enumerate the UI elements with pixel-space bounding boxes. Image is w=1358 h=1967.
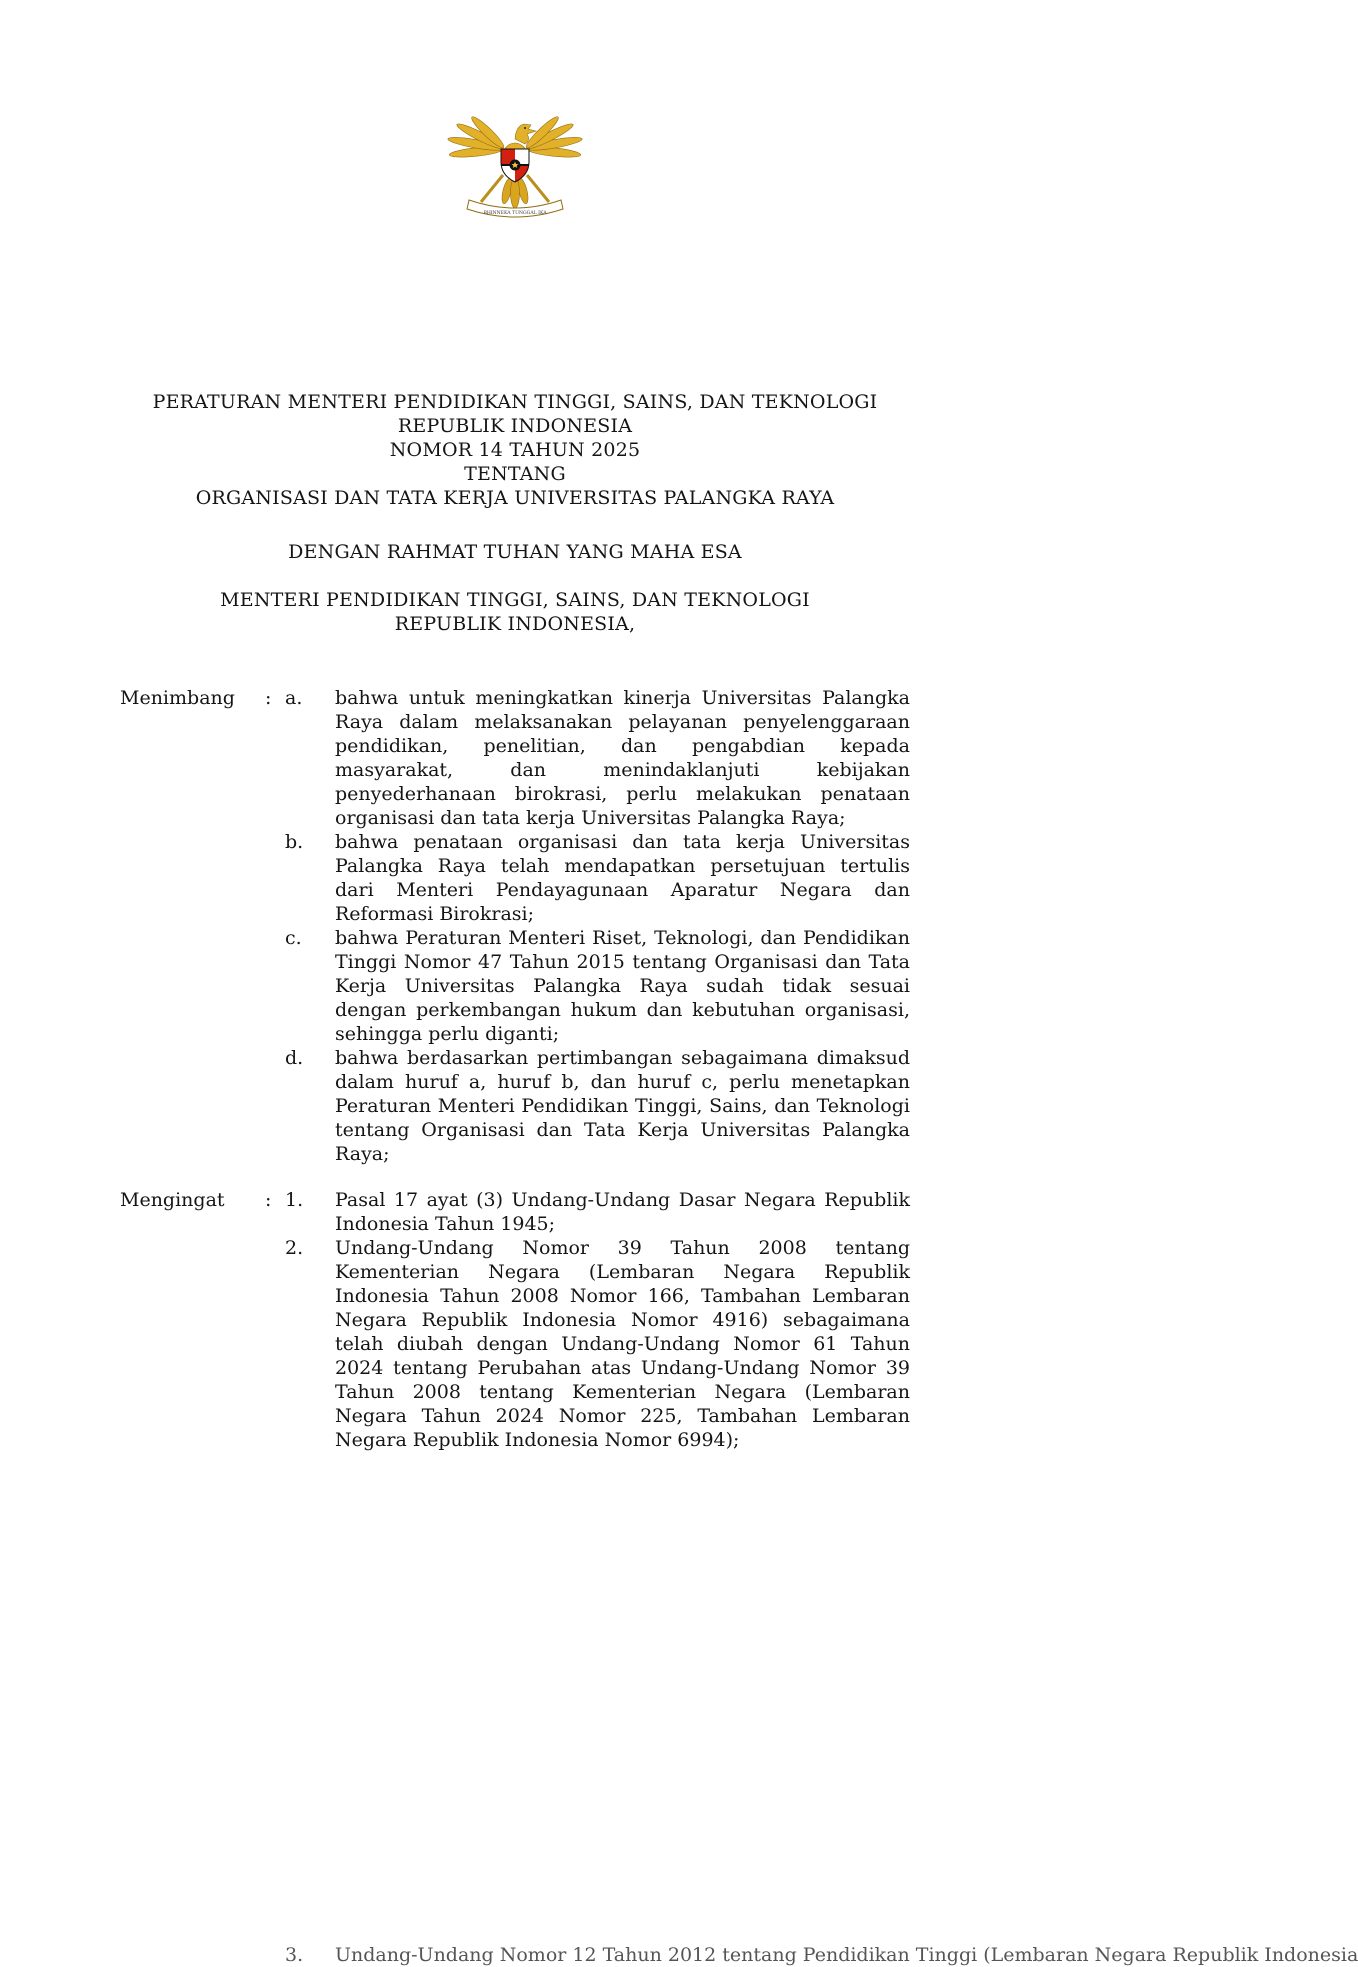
pancasila-shield <box>501 149 529 183</box>
item-marker: 1. <box>285 1189 304 1211</box>
considering-item-d <box>285 1046 910 1166</box>
clipped-line-marker: 3. <box>285 1944 304 1966</box>
considering-items <box>285 686 910 1166</box>
recalling-item-1 <box>285 1188 910 1236</box>
title-line-1: PERATURAN MENTERI PENDIDIKAN TINGGI, SAINS, DAN TEKNOLOGI <box>152 391 878 413</box>
item-marker: 2. <box>285 1237 304 1259</box>
item-marker: d. <box>285 1047 304 1069</box>
considering-item-b <box>285 830 910 926</box>
considering-label: Menimbang <box>120 687 235 709</box>
recalling-label: Mengingat <box>120 1189 225 1211</box>
title-line-2: REPUBLIK INDONESIA <box>397 415 633 437</box>
title-block <box>120 390 910 510</box>
clipped-bottom-line <box>285 1943 1358 1966</box>
item-text: Undang-Undang Nomor 39 Tahun 2008 tentang Kementerian Negara (Lembaran Negara Republik Indonesia Tahun 2008 Nomor 166, Tambahan Lembaran Negara Republik Indonesia Nomor 4916) sebagaimana telah diubah dengan Undang-Undang Nomor 61 Tahun 2024 tentang Perubahan atas Undang-Undang Nomor 39 Tahun 2008 tentang Kementerian Negara (Lembaran Negara Tahun 2024 Nomor 225, Tambahan Lembaran Negara Republik Indonesia Nomor 6994); <box>335 1237 910 1451</box>
garuda-pancasila-emblem <box>457 85 573 225</box>
document-content <box>120 0 910 1452</box>
item-marker: c. <box>285 927 302 949</box>
item-text: Pasal 17 ayat (3) Undang-Undang Dasar Negara Republik Indonesia Tahun 1945; <box>335 1189 910 1235</box>
authority-line-2: REPUBLIK INDONESIA, <box>394 613 636 635</box>
authority-block <box>120 588 910 636</box>
garuda-svg <box>457 85 573 225</box>
item-text: bahwa untuk meningkatkan kinerja Universitas Palangka Raya dalam melaksanakan pelayanan penyelenggaraan pendidikan, penelitian, dan pengabdian kepada masyarakat, dan menindaklanjuti kebijakan penyederhanaan birokrasi, perlu melakukan penataan organisasi dan tata kerja Universitas Palangka Raya; <box>335 687 910 829</box>
item-marker: a. <box>285 687 303 709</box>
recalling-colon: : <box>265 1189 272 1211</box>
recalling-section <box>120 1188 910 1452</box>
motto-text: BHINNEKA TUNGGAL IKA <box>483 211 547 216</box>
authority-line-1: MENTERI PENDIDIKAN TINGGI, SAINS, DAN TEKNOLOGI <box>220 589 810 611</box>
considering-colon: : <box>265 687 272 709</box>
considering-item-c <box>285 926 910 1046</box>
item-marker: b. <box>285 831 304 853</box>
recalling-items <box>285 1188 910 1452</box>
item-text: bahwa penataan organisasi dan tata kerja Universitas Palangka Raya telah mendapatkan persetujuan tertulis dari Menteri Pendayagunaan Aparatur Negara dan Reformasi Birokrasi; <box>335 831 910 925</box>
title-line-4: TENTANG <box>464 463 566 485</box>
item-text: bahwa berdasarkan pertimbangan sebagaimana dimaksud dalam huruf a, huruf b, dan huruf c, perlu menetapkan Peraturan Menteri Pendidikan Tinggi, Sains, dan Teknologi tentang Organisasi dan Tata Kerja Universitas Palangka Raya; <box>335 1047 910 1165</box>
clipped-line-text: Undang-Undang Nomor 12 Tahun 2012 tentang Pendidikan Tinggi (Lembaran Negara Republik Indonesia <box>335 1944 1358 1966</box>
title-line-5: ORGANISASI DAN TATA KERJA UNIVERSITAS PALANGKA RAYA <box>195 487 835 509</box>
considering-item-a <box>285 686 910 830</box>
title-line-3: NOMOR 14 TAHUN 2025 <box>389 439 641 461</box>
item-text: bahwa Peraturan Menteri Riset, Teknologi, dan Pendidikan Tinggi Nomor 47 Tahun 2015 tentang Organisasi dan Tata Kerja Universitas Palangka Raya sudah tidak sesuai dengan perkembangan hukum dan kebutuhan organisasi, sehingga perlu diganti; <box>335 927 910 1045</box>
invocation-line: DENGAN RAHMAT TUHAN YANG MAHA ESA <box>288 541 742 563</box>
recalling-item-2 <box>285 1236 910 1452</box>
considering-section <box>120 686 910 1166</box>
